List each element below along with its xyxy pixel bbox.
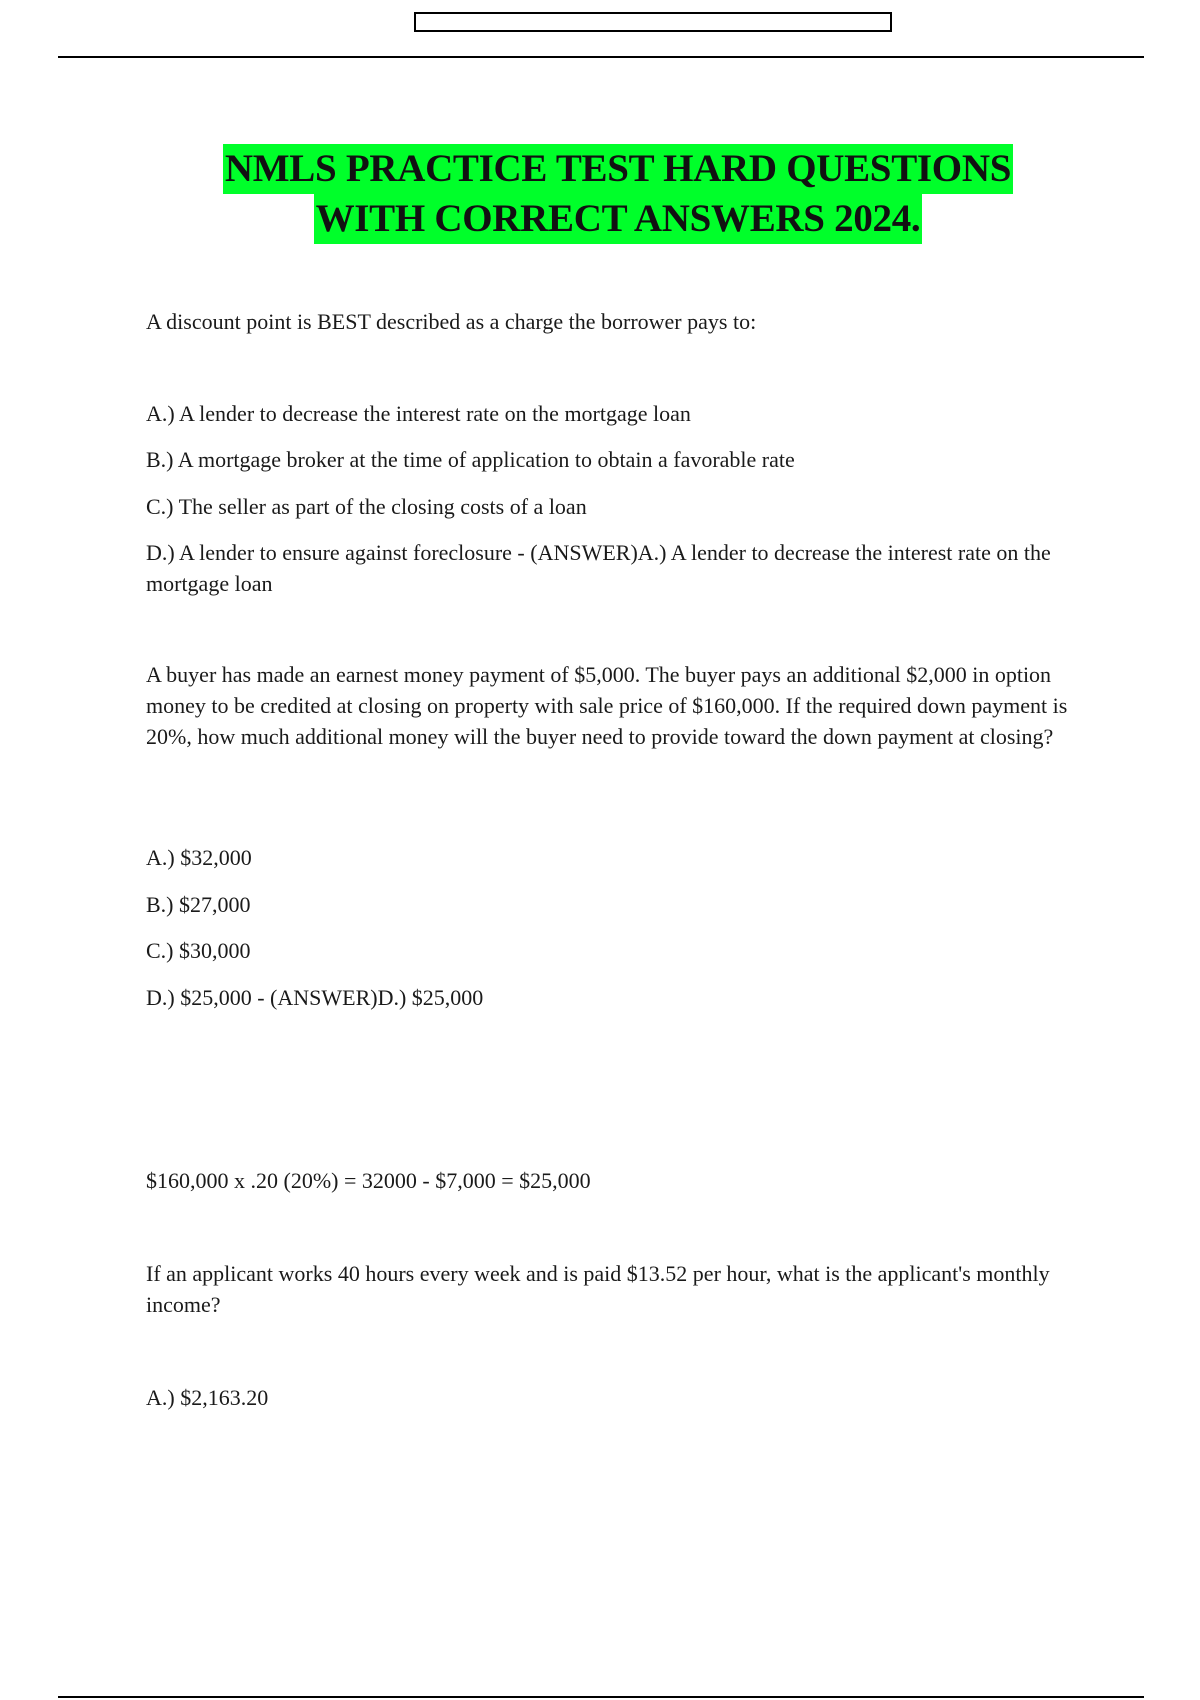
question-1-option-d: D.) A lender to ensure against foreclosure - (ANSWER)A.) A lender to decrease the interest rate on the mortgage loan (146, 540, 1051, 596)
question-1-option-c: C.) The seller as part of the closing costs of a loan (146, 494, 587, 519)
title-line-2: WITH CORRECT ANSWERS 2024. (314, 194, 923, 244)
header-rule (58, 56, 1144, 58)
question-3-option-a: A.) $2,163.20 (146, 1385, 269, 1410)
question-2-text: A buyer has made an earnest money payment of $5,000. The buyer pays an additional $2,000 in option money to be credited at closing on property with sale price of $160,000. If the required down payment is 20%, how much additional money will the buyer need to provide toward the down payment at closing? (146, 662, 1068, 749)
question-2-option-d: D.) $25,000 - (ANSWER)D.) $25,000 (146, 985, 484, 1010)
question-2-option-c: C.) $30,000 (146, 938, 251, 963)
question-1-option-a: A.) A lender to decrease the interest rate on the mortgage loan (146, 401, 691, 426)
header-box (414, 12, 892, 32)
question-2-explanation: $160,000 x .20 (20%) = 32000 - $7,000 = $25,000 (146, 1168, 591, 1193)
document-title (0, 144, 1200, 244)
footer-rule (58, 1696, 1144, 1698)
question-1-text: A discount point is BEST described as a charge the borrower pays to: (146, 309, 757, 334)
question-2-option-a: A.) $32,000 (146, 845, 252, 870)
title-line-1: NMLS PRACTICE TEST HARD QUESTIONS (223, 144, 1013, 194)
question-1-option-b: B.) A mortgage broker at the time of application to obtain a favorable rate (146, 447, 795, 472)
question-2-option-b: B.) $27,000 (146, 892, 251, 917)
question-3-text: If an applicant works 40 hours every week and is paid $13.52 per hour, what is the applicant's monthly income? (146, 1261, 1050, 1317)
